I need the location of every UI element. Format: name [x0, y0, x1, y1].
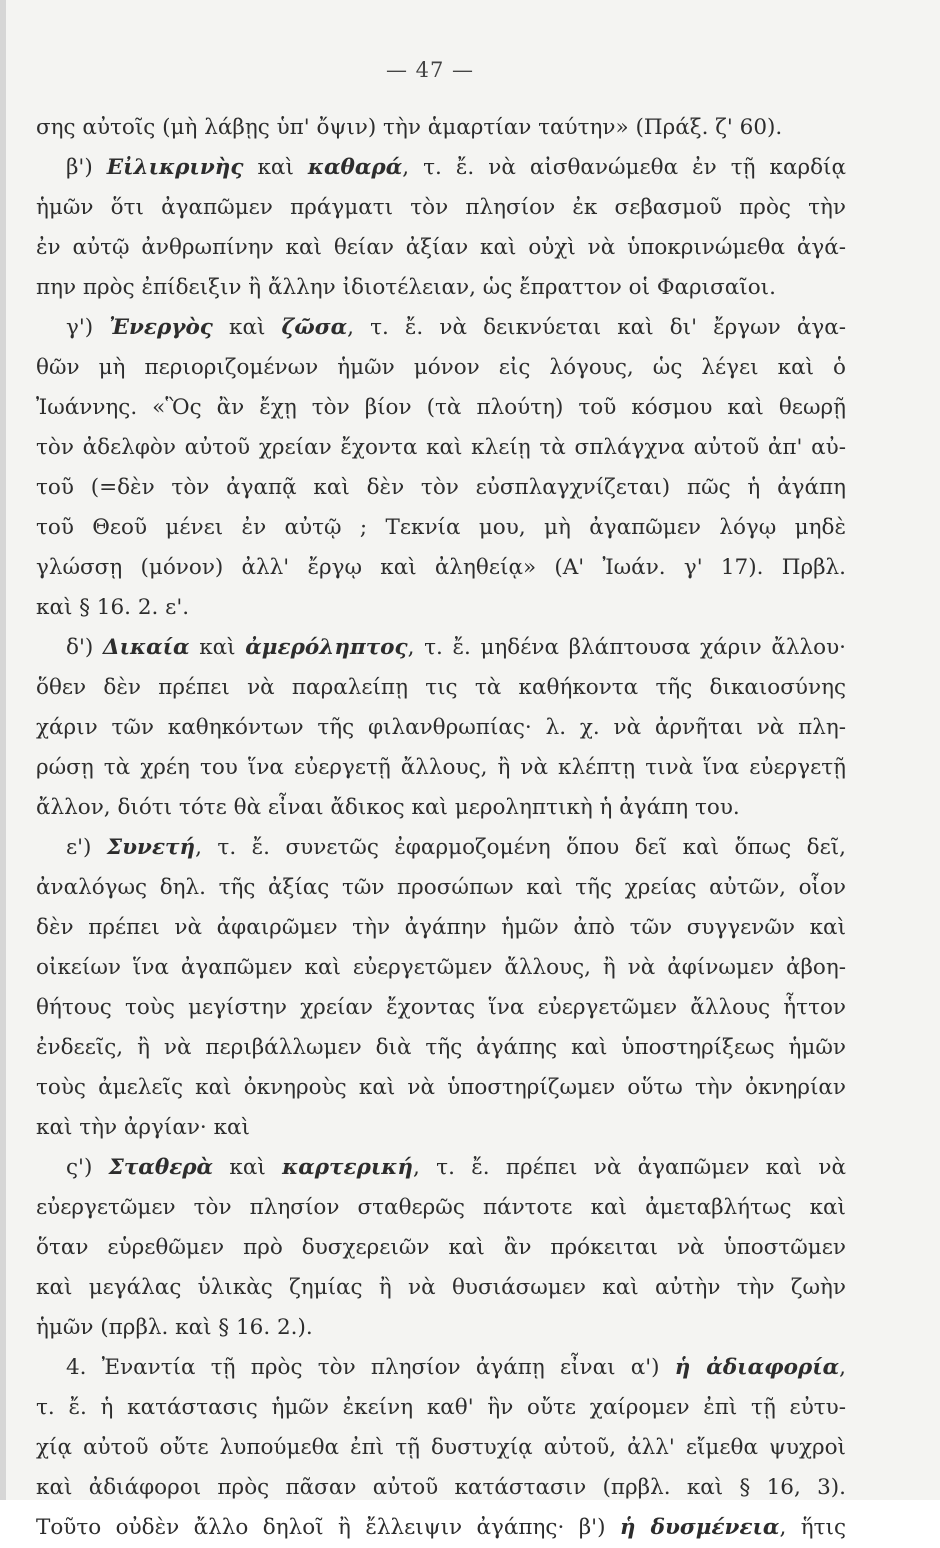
text-line: ἄλλον, διότι τότε θὰ εἶναι ἄδικος καὶ μεροληπτικὴ ἡ ἀγάπη του.: [36, 795, 740, 820]
text-line: δ') Δικαία καὶ ἀμερόληπτος, τ. ἔ. μηδένα βλάπτουσα χάριν ἄλλου·: [66, 635, 846, 660]
body-text: [36, 108, 846, 1548]
text-line: τοὺς ἀμελεῖς καὶ ὀκνηροὺς καὶ νὰ ὑποστηρίζωμεν οὕτω τὴν ὀκνηρίαν: [36, 1075, 846, 1100]
text-line: ἡμῶν ὅτι ἀγαπῶμεν πράγματι τὸν πλησίον ἐκ σεβασμοῦ πρὸς τὴν: [36, 195, 846, 220]
text-line: θῶν μὴ περιοριζομένων ἡμῶν μόνον εἰς λόγους, ὡς λέγει καὶ ὁ: [36, 355, 846, 380]
text-line: καὶ § 16. 2. ε'.: [36, 595, 190, 620]
text-line: δὲν πρέπει νὰ ἀφαιρῶμεν τὴν ἀγάπην ἡμῶν ἀπὸ τῶν συγγενῶν καὶ: [36, 915, 846, 940]
text-line: σης αὐτοῖς (μὴ λάβῃς ὑπ' ὄψιν) τὴν ἁμαρτίαν ταύτην» (Πράξ. ζ' 60).: [36, 115, 783, 140]
text-line: β') Εἰλικρινὴς καὶ καθαρά, τ. ἔ. νὰ αἰσθανώμεθα ἐν τῇ καρδίᾳ: [66, 155, 846, 180]
text-line: Τοῦτο οὐδὲν ἄλλο δηλοῖ ἢ ἔλλειψιν ἀγάπης· β') ἡ δυσμένεια, ἥτις: [36, 1515, 846, 1540]
text-line: οἰκείων ἵνα ἀγαπῶμεν καὶ εὐεργετῶμεν ἄλλους, ἢ νὰ ἀφίνωμεν ἀβοη-: [36, 955, 846, 980]
text-line: τὸν ἀδελφὸν αὐτοῦ χρείαν ἔχοντα καὶ κλείῃ τὰ σπλάγχνα αὐτοῦ ἀπ' αὐ-: [36, 435, 846, 460]
text-line: τοῦ (=δὲν τὸν ἀγαπᾷ καὶ δὲν τὸν εὐσπλαγχνίζεται) πῶς ἡ ἀγάπη: [36, 475, 846, 500]
text-line: ς') Σταθερὰ καὶ καρτερική, τ. ἔ. πρέπει νὰ ἀγαπῶμεν καὶ νὰ: [66, 1155, 846, 1180]
text-line: τοῦ Θεοῦ μένει ἐν αὐτῷ ; Τεκνία μου, μὴ ἀγαπῶμεν λόγῳ μηδὲ: [36, 515, 846, 540]
text-line: θήτους τοὺς μεγίστην χρείαν ἔχοντας ἵνα εὐεργετῶμεν ἄλλους ἧττον: [36, 995, 846, 1020]
text-line: τ. ἔ. ἡ κατάστασις ἡμῶν ἐκείνη καθ' ἣν οὔτε χαίρομεν ἐπὶ τῇ εὐτυ-: [36, 1395, 846, 1420]
text-line: καὶ μεγάλας ὑλικὰς ζημίας ἢ νὰ θυσιάσωμεν καὶ αὐτὴν τὴν ζωὴν: [36, 1275, 846, 1300]
text-line: ὅθεν δὲν πρέπει νὰ παραλείπῃ τις τὰ καθήκοντα τῆς δικαιοσύνης: [36, 675, 846, 700]
text-line: 4. Ἐναντία τῇ πρὸς τὸν πλησίον ἀγάπῃ εἶναι α') ἡ ἀδιαφορία,: [66, 1355, 846, 1380]
text-line: γ') Ἐνεργὸς καὶ ζῶσα, τ. ἔ. νὰ δεικνύεται καὶ δι' ἔργων ἀγα-: [66, 315, 846, 340]
text-line: ἐν αὐτῷ ἀνθρωπίνην καὶ θείαν ἀξίαν καὶ οὐχὶ νὰ ὑποκρινώμεθα ἀγά-: [36, 235, 846, 260]
text-line: γλώσσῃ (μόνον) ἀλλ' ἔργῳ καὶ ἀληθείᾳ» (Α' Ἰωάν. γ' 17). Πρβλ.: [36, 555, 846, 580]
text-line: καὶ τὴν ἀργίαν· καὶ: [36, 1115, 250, 1140]
text-line: πην πρὸς ἐπίδειξιν ἢ ἄλλην ἰδιοτέλειαν, ὡς ἔπραττον οἱ Φαρισαῖοι.: [36, 275, 776, 300]
page-number: — 47 —: [385, 58, 475, 82]
text-line: Ἰωάννης. «Ὃς ἂν ἔχῃ τὸν βίον (τὰ πλούτη) τοῦ κόσμου καὶ θεωρῇ: [36, 395, 846, 420]
text-line: χίᾳ αὐτοῦ οὔτε λυπούμεθα ἐπὶ τῇ δυστυχίᾳ αὐτοῦ, ἀλλ' εἴμεθα ψυχροὶ: [36, 1435, 846, 1460]
text-line: ἀναλόγως δηλ. τῆς ἀξίας τῶν προσώπων καὶ τῆς χρείας αὐτῶν, οἷον: [36, 875, 846, 900]
scan-edge: [0, 0, 6, 1500]
text-line: καὶ ἀδιάφοροι πρὸς πᾶσαν αὐτοῦ κατάστασιν (πρβλ. καὶ § 16, 3).: [36, 1475, 846, 1500]
text-line: χάριν τῶν καθηκόντων τῆς φιλανθρωπίας· λ. χ. νὰ ἀρνῆται νὰ πλη-: [36, 715, 846, 740]
text-line: ρώσῃ τὰ χρέη του ἵνα εὐεργετῇ ἄλλους, ἢ νὰ κλέπτῃ τινὰ ἵνα εὐεργετῇ: [36, 755, 846, 780]
text-line: ἡμῶν (πρβλ. καὶ § 16. 2.).: [36, 1315, 313, 1340]
text-line: ε') Συνετή, τ. ἔ. συνετῶς ἐφαρμοζομένη ὅπου δεῖ καὶ ὅπως δεῖ,: [66, 835, 846, 860]
text-line: ὅταν εὑρεθῶμεν πρὸ δυσχερειῶν καὶ ἂν πρόκειται νὰ ὑποστῶμεν: [36, 1235, 846, 1260]
text-line: ἐνδεεῖς, ἢ νὰ περιβάλλωμεν διὰ τῆς ἀγάπης καὶ ὑποστηρίξεως ἡμῶν: [36, 1035, 846, 1060]
text-line: εὐεργετῶμεν τὸν πλησίον σταθερῶς πάντοτε καὶ ἀμεταβλήτως καὶ: [36, 1195, 846, 1220]
